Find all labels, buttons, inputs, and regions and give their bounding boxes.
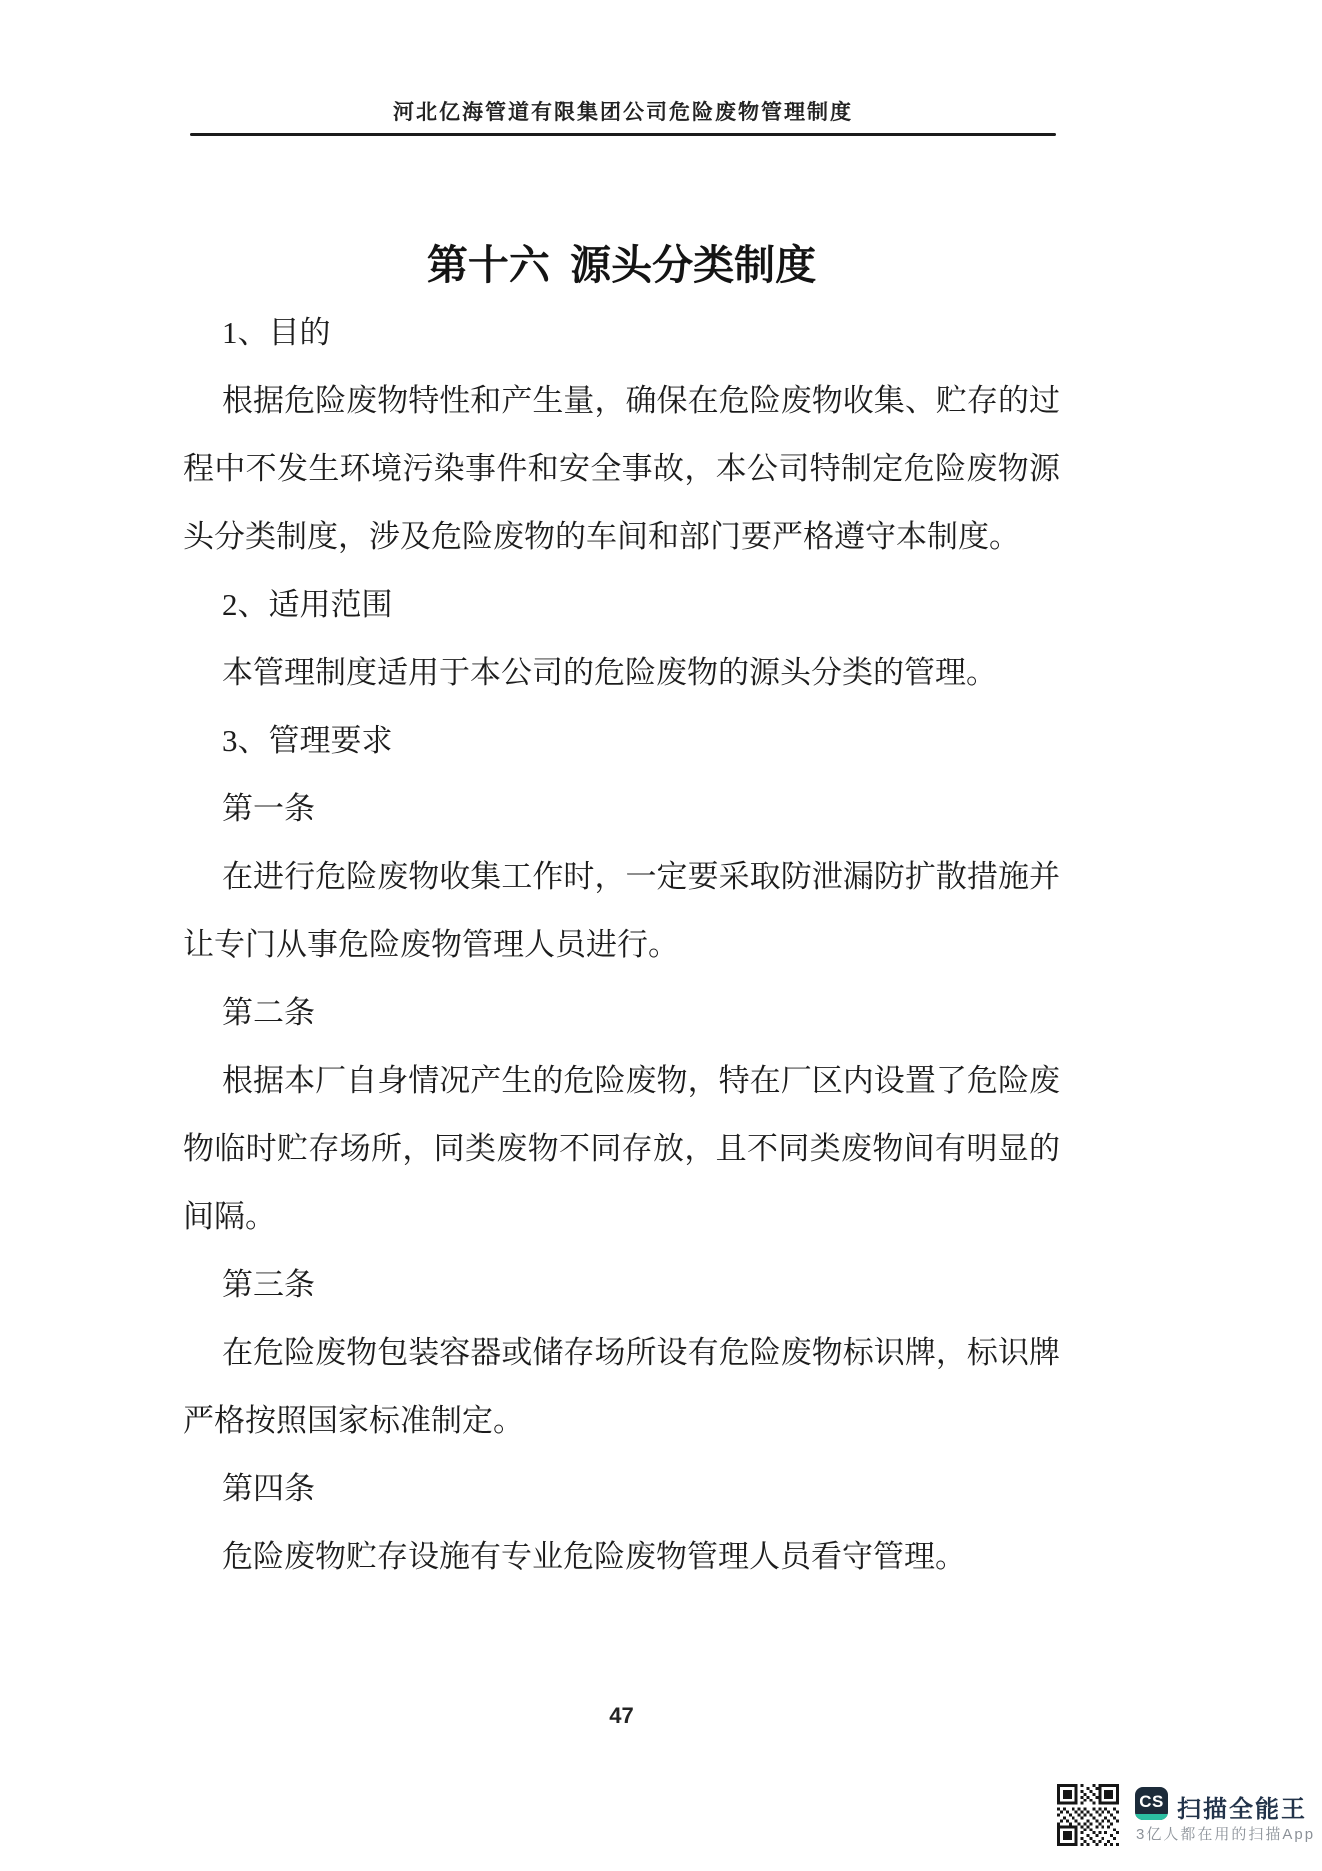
camscanner-tagline: 3亿人都在用的扫描App <box>1136 1826 1316 1843</box>
section-heading: 3、管理要求 <box>222 723 393 758</box>
cs-logo-teal-bar <box>1135 1814 1168 1820</box>
chapter-title: 第十六 源头分类制度 <box>426 242 817 288</box>
paragraph: 根据本厂自身情况产生的危险废物，特在厂区内设置了危险废物临时贮存场所，同类废物不同存放，且不同类废物间有明显的间隔。 <box>183 1063 1060 1234</box>
page-number: 47 <box>609 1703 634 1728</box>
section-heading: 1、目的 <box>222 315 331 350</box>
section-heading: 第二条 <box>222 995 315 1030</box>
paragraph: 本管理制度适用于本公司的危险废物的源头分类的管理。 <box>222 655 997 690</box>
qr-code-icon <box>1057 1783 1119 1847</box>
paragraph: 在进行危险废物收集工作时，一定要采取防泄漏防扩散措施并让专门从事危险废物管理人员进行。 <box>183 859 1060 962</box>
section-heading: 2、适用范围 <box>222 587 393 622</box>
paragraph: 危险废物贮存设施有专业危险废物管理人员看守管理。 <box>222 1539 966 1574</box>
paragraph: 在危险废物包装容器或储存场所设有危险废物标识牌，标识牌严格按照国家标准制定。 <box>183 1335 1060 1438</box>
paragraph: 根据危险废物特性和产生量，确保在危险废物收集、贮存的过程中不发生环境污染事件和安全事故，本公司特制定危险废物源头分类制度，涉及危险废物的车间和部门要严格遵守本制度。 <box>183 383 1060 554</box>
document-header: 河北亿海管道有限集团公司危险废物管理制度 <box>393 100 853 124</box>
camscanner-logo-icon <box>1135 1787 1168 1820</box>
header-divider-line <box>190 133 1056 136</box>
cs-logo-letters: CS <box>1139 1792 1164 1811</box>
camscanner-app-name: 扫描全能王 <box>1177 1796 1307 1823</box>
document-body <box>183 232 1060 1591</box>
section-heading: 第四条 <box>222 1471 315 1506</box>
section-heading: 第一条 <box>222 791 315 826</box>
section-heading: 第三条 <box>222 1267 315 1302</box>
